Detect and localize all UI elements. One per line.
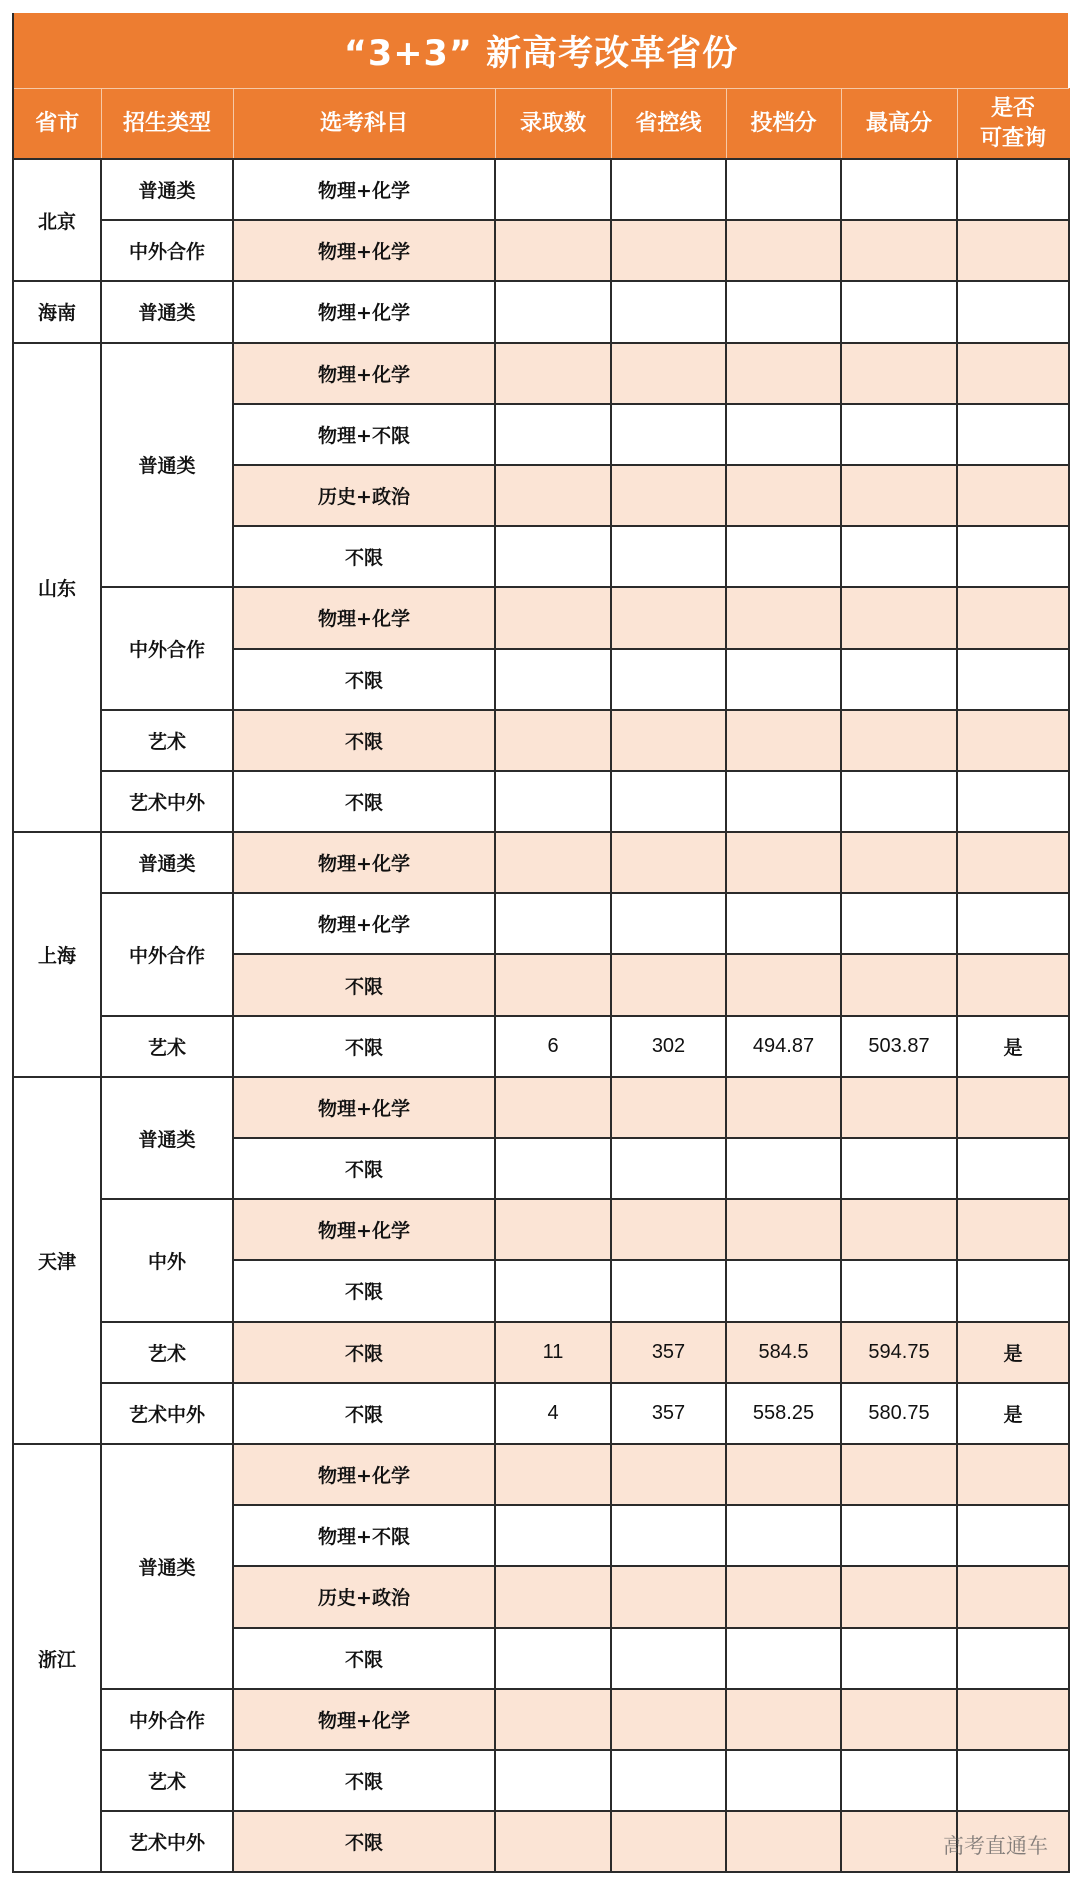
cell-max-score bbox=[841, 1750, 957, 1811]
table-row bbox=[13, 1444, 1069, 1505]
cell-filing-score bbox=[726, 1750, 841, 1811]
cell-queryable bbox=[957, 343, 1069, 404]
cell-max-score bbox=[841, 649, 957, 710]
province-score-table bbox=[12, 88, 1070, 1873]
cell-type: 艺术 bbox=[101, 1750, 233, 1811]
cell-max-score bbox=[841, 465, 957, 526]
cell-province: 山东 bbox=[13, 343, 101, 833]
cell-filing-score bbox=[726, 710, 841, 771]
cell-queryable: 是 bbox=[957, 1383, 1069, 1444]
table-row bbox=[13, 587, 1069, 648]
cell-control-line bbox=[611, 649, 726, 710]
table-title: “3+3” 新高考改革省份 bbox=[12, 13, 1068, 88]
cell-filing-score bbox=[726, 404, 841, 465]
cell-subjects: 物理+化学 bbox=[233, 832, 495, 893]
cell-admitted bbox=[495, 832, 611, 893]
cell-admitted bbox=[495, 1811, 611, 1872]
cell-max-score bbox=[841, 220, 957, 281]
cell-filing-score bbox=[726, 465, 841, 526]
cell-queryable bbox=[957, 954, 1069, 1015]
cell-subjects: 物理+化学 bbox=[233, 893, 495, 954]
cell-filing-score bbox=[726, 771, 841, 832]
header-control-line: 省控线 bbox=[611, 89, 726, 160]
cell-subjects: 物理+化学 bbox=[233, 1199, 495, 1260]
cell-subjects: 不限 bbox=[233, 1138, 495, 1199]
table-row bbox=[13, 1322, 1069, 1383]
cell-subjects: 不限 bbox=[233, 649, 495, 710]
cell-max-score bbox=[841, 404, 957, 465]
cell-filing-score bbox=[726, 1566, 841, 1627]
cell-admitted bbox=[495, 710, 611, 771]
table-row bbox=[13, 159, 1069, 220]
header-filing-score: 投档分 bbox=[726, 89, 841, 160]
cell-type: 普通类 bbox=[101, 159, 233, 220]
cell-type: 中外合作 bbox=[101, 893, 233, 1015]
cell-filing-score bbox=[726, 159, 841, 220]
cell-queryable bbox=[957, 1628, 1069, 1689]
cell-control-line bbox=[611, 1811, 726, 1872]
cell-province: 天津 bbox=[13, 1077, 101, 1444]
cell-admitted bbox=[495, 1077, 611, 1138]
cell-control-line bbox=[611, 343, 726, 404]
watermark-text: 高考直通车 bbox=[943, 1834, 1048, 1858]
cell-queryable bbox=[957, 1199, 1069, 1260]
cell-filing-score: 494.87 bbox=[726, 1016, 841, 1077]
cell-filing-score bbox=[726, 893, 841, 954]
cell-control-line bbox=[611, 465, 726, 526]
header-admitted-count: 录取数 bbox=[495, 89, 611, 160]
cell-filing-score bbox=[726, 649, 841, 710]
cell-max-score bbox=[841, 832, 957, 893]
cell-province: 北京 bbox=[13, 159, 101, 281]
cell-type: 艺术 bbox=[101, 710, 233, 771]
cell-queryable bbox=[957, 220, 1069, 281]
table-row bbox=[13, 1689, 1069, 1750]
header-max-score: 最高分 bbox=[841, 89, 957, 160]
cell-type: 中外合作 bbox=[101, 220, 233, 281]
cell-filing-score bbox=[726, 1505, 841, 1566]
cell-control-line: 357 bbox=[611, 1383, 726, 1444]
cell-province: 上海 bbox=[13, 832, 101, 1077]
cell-queryable bbox=[957, 1077, 1069, 1138]
cell-queryable bbox=[957, 710, 1069, 771]
cell-control-line bbox=[611, 1199, 726, 1260]
cell-control-line bbox=[611, 832, 726, 893]
cell-max-score bbox=[841, 710, 957, 771]
cell-control-line bbox=[611, 526, 726, 587]
cell-queryable bbox=[957, 404, 1069, 465]
cell-filing-score bbox=[726, 1199, 841, 1260]
cell-max-score: 594.75 bbox=[841, 1322, 957, 1383]
cell-control-line bbox=[611, 281, 726, 342]
cell-admitted bbox=[495, 1628, 611, 1689]
cell-subjects: 物理+化学 bbox=[233, 1689, 495, 1750]
table-body bbox=[13, 159, 1069, 1872]
cell-queryable bbox=[957, 465, 1069, 526]
cell-max-score bbox=[841, 1566, 957, 1627]
cell-subjects: 物理+化学 bbox=[233, 159, 495, 220]
cell-filing-score bbox=[726, 1444, 841, 1505]
cell-control-line bbox=[611, 587, 726, 648]
table-row bbox=[13, 1811, 1069, 1872]
cell-filing-score bbox=[726, 1138, 841, 1199]
cell-type: 艺术 bbox=[101, 1322, 233, 1383]
cell-filing-score bbox=[726, 1811, 841, 1872]
cell-queryable: 是 bbox=[957, 1322, 1069, 1383]
cell-max-score bbox=[841, 1689, 957, 1750]
cell-control-line: 302 bbox=[611, 1016, 726, 1077]
cell-type: 艺术 bbox=[101, 1016, 233, 1077]
cell-admitted bbox=[495, 465, 611, 526]
cell-queryable bbox=[957, 893, 1069, 954]
cell-type: 普通类 bbox=[101, 281, 233, 342]
cell-subjects: 物理+化学 bbox=[233, 343, 495, 404]
header-row bbox=[13, 89, 1069, 160]
cell-max-score bbox=[841, 893, 957, 954]
cell-type: 普通类 bbox=[101, 832, 233, 893]
header-queryable-line1: 是否 bbox=[990, 95, 1035, 121]
cell-max-score bbox=[841, 1138, 957, 1199]
table-row bbox=[13, 710, 1069, 771]
cell-control-line bbox=[611, 159, 726, 220]
cell-queryable bbox=[957, 1750, 1069, 1811]
table-row bbox=[13, 832, 1069, 893]
cell-province: 海南 bbox=[13, 281, 101, 342]
cell-control-line bbox=[611, 893, 726, 954]
cell-max-score bbox=[841, 954, 957, 1015]
header-admission-type: 招生类型 bbox=[101, 89, 233, 160]
cell-max-score bbox=[841, 1811, 957, 1872]
cell-queryable bbox=[957, 281, 1069, 342]
table-row bbox=[13, 1077, 1069, 1138]
cell-max-score bbox=[841, 1260, 957, 1321]
cell-admitted bbox=[495, 1689, 611, 1750]
cell-control-line bbox=[611, 1505, 726, 1566]
cell-subjects: 物理+化学 bbox=[233, 281, 495, 342]
header-province: 省市 bbox=[13, 89, 101, 160]
table-row bbox=[13, 1016, 1069, 1077]
cell-type: 普通类 bbox=[101, 1444, 233, 1689]
cell-max-score bbox=[841, 1199, 957, 1260]
cell-control-line bbox=[611, 220, 726, 281]
cell-subjects: 不限 bbox=[233, 1750, 495, 1811]
cell-control-line bbox=[611, 954, 726, 1015]
cell-max-score bbox=[841, 771, 957, 832]
cell-queryable bbox=[957, 159, 1069, 220]
cell-queryable bbox=[957, 1260, 1069, 1321]
cell-max-score bbox=[841, 526, 957, 587]
cell-queryable bbox=[957, 1505, 1069, 1566]
cell-filing-score bbox=[726, 832, 841, 893]
cell-subjects: 不限 bbox=[233, 710, 495, 771]
cell-control-line bbox=[611, 710, 726, 771]
table-row bbox=[13, 281, 1069, 342]
cell-control-line bbox=[611, 771, 726, 832]
cell-admitted bbox=[495, 1566, 611, 1627]
cell-admitted bbox=[495, 587, 611, 648]
cell-filing-score bbox=[726, 1689, 841, 1750]
cell-filing-score bbox=[726, 1628, 841, 1689]
cell-admitted bbox=[495, 1750, 611, 1811]
cell-type: 中外合作 bbox=[101, 1689, 233, 1750]
cell-queryable bbox=[957, 1566, 1069, 1627]
cell-filing-score: 558.25 bbox=[726, 1383, 841, 1444]
cell-filing-score bbox=[726, 587, 841, 648]
cell-admitted bbox=[495, 649, 611, 710]
cell-admitted: 11 bbox=[495, 1322, 611, 1383]
cell-subjects: 不限 bbox=[233, 954, 495, 1015]
cell-subjects: 物理+化学 bbox=[233, 1444, 495, 1505]
cell-filing-score bbox=[726, 343, 841, 404]
cell-control-line bbox=[611, 1138, 726, 1199]
table-row bbox=[13, 893, 1069, 954]
cell-queryable bbox=[957, 587, 1069, 648]
cell-subjects: 历史+政治 bbox=[233, 465, 495, 526]
cell-admitted bbox=[495, 954, 611, 1015]
cell-admitted bbox=[495, 771, 611, 832]
cell-max-score bbox=[841, 159, 957, 220]
cell-admitted bbox=[495, 1260, 611, 1321]
cell-control-line bbox=[611, 1750, 726, 1811]
cell-queryable: 是 bbox=[957, 1016, 1069, 1077]
cell-type: 艺术中外 bbox=[101, 771, 233, 832]
cell-admitted: 4 bbox=[495, 1383, 611, 1444]
cell-type: 中外合作 bbox=[101, 587, 233, 709]
cell-subjects: 物理+化学 bbox=[233, 1077, 495, 1138]
cell-subjects: 不限 bbox=[233, 526, 495, 587]
cell-admitted bbox=[495, 1138, 611, 1199]
cell-subjects: 物理+化学 bbox=[233, 220, 495, 281]
cell-admitted bbox=[495, 1444, 611, 1505]
table-row bbox=[13, 1383, 1069, 1444]
cell-admitted bbox=[495, 1199, 611, 1260]
cell-queryable bbox=[957, 649, 1069, 710]
cell-filing-score bbox=[726, 1077, 841, 1138]
cell-max-score bbox=[841, 1628, 957, 1689]
cell-subjects: 不限 bbox=[233, 1383, 495, 1444]
cell-queryable bbox=[957, 1689, 1069, 1750]
cell-max-score bbox=[841, 1444, 957, 1505]
cell-subjects: 历史+政治 bbox=[233, 1566, 495, 1627]
cell-max-score bbox=[841, 343, 957, 404]
cell-subjects: 不限 bbox=[233, 1628, 495, 1689]
cell-max-score bbox=[841, 1077, 957, 1138]
cell-filing-score bbox=[726, 526, 841, 587]
cell-type: 艺术中外 bbox=[101, 1383, 233, 1444]
cell-subjects: 不限 bbox=[233, 1260, 495, 1321]
header-subjects: 选考科目 bbox=[233, 89, 495, 160]
cell-type: 中外 bbox=[101, 1199, 233, 1321]
cell-admitted bbox=[495, 526, 611, 587]
cell-control-line bbox=[611, 1444, 726, 1505]
cell-max-score: 503.87 bbox=[841, 1016, 957, 1077]
cell-subjects: 物理+不限 bbox=[233, 404, 495, 465]
cell-subjects: 物理+化学 bbox=[233, 587, 495, 648]
cell-filing-score bbox=[726, 1260, 841, 1321]
cell-control-line bbox=[611, 404, 726, 465]
cell-control-line bbox=[611, 1628, 726, 1689]
cell-control-line bbox=[611, 1566, 726, 1627]
table-row bbox=[13, 220, 1069, 281]
header-queryable bbox=[957, 89, 1069, 160]
cell-control-line bbox=[611, 1689, 726, 1750]
cell-filing-score bbox=[726, 954, 841, 1015]
cell-max-score: 580.75 bbox=[841, 1383, 957, 1444]
cell-queryable bbox=[957, 1138, 1069, 1199]
cell-filing-score: 584.5 bbox=[726, 1322, 841, 1383]
table-row bbox=[13, 1199, 1069, 1260]
cell-admitted bbox=[495, 281, 611, 342]
cell-subjects: 不限 bbox=[233, 1811, 495, 1872]
cell-admitted: 6 bbox=[495, 1016, 611, 1077]
cell-max-score bbox=[841, 587, 957, 648]
header-queryable-line2: 可查询 bbox=[979, 125, 1046, 151]
cell-type: 普通类 bbox=[101, 1077, 233, 1199]
cell-subjects: 不限 bbox=[233, 1322, 495, 1383]
cell-queryable bbox=[957, 526, 1069, 587]
cell-type: 普通类 bbox=[101, 343, 233, 588]
table-row bbox=[13, 1750, 1069, 1811]
cell-queryable bbox=[957, 771, 1069, 832]
cell-subjects: 不限 bbox=[233, 1016, 495, 1077]
cell-admitted bbox=[495, 1505, 611, 1566]
cell-subjects: 不限 bbox=[233, 771, 495, 832]
cell-max-score bbox=[841, 1505, 957, 1566]
cell-admitted bbox=[495, 893, 611, 954]
score-table-sheet bbox=[12, 13, 1068, 1873]
table-row bbox=[13, 771, 1069, 832]
cell-queryable bbox=[957, 832, 1069, 893]
cell-admitted bbox=[495, 404, 611, 465]
cell-filing-score bbox=[726, 220, 841, 281]
cell-filing-score bbox=[726, 281, 841, 342]
cell-admitted bbox=[495, 159, 611, 220]
cell-admitted bbox=[495, 220, 611, 281]
cell-queryable bbox=[957, 1444, 1069, 1505]
cell-province: 浙江 bbox=[13, 1444, 101, 1872]
cell-control-line bbox=[611, 1260, 726, 1321]
cell-control-line: 357 bbox=[611, 1322, 726, 1383]
cell-control-line bbox=[611, 1077, 726, 1138]
cell-max-score bbox=[841, 281, 957, 342]
cell-type: 艺术中外 bbox=[101, 1811, 233, 1872]
cell-subjects: 物理+不限 bbox=[233, 1505, 495, 1566]
table-row bbox=[13, 343, 1069, 404]
cell-admitted bbox=[495, 343, 611, 404]
